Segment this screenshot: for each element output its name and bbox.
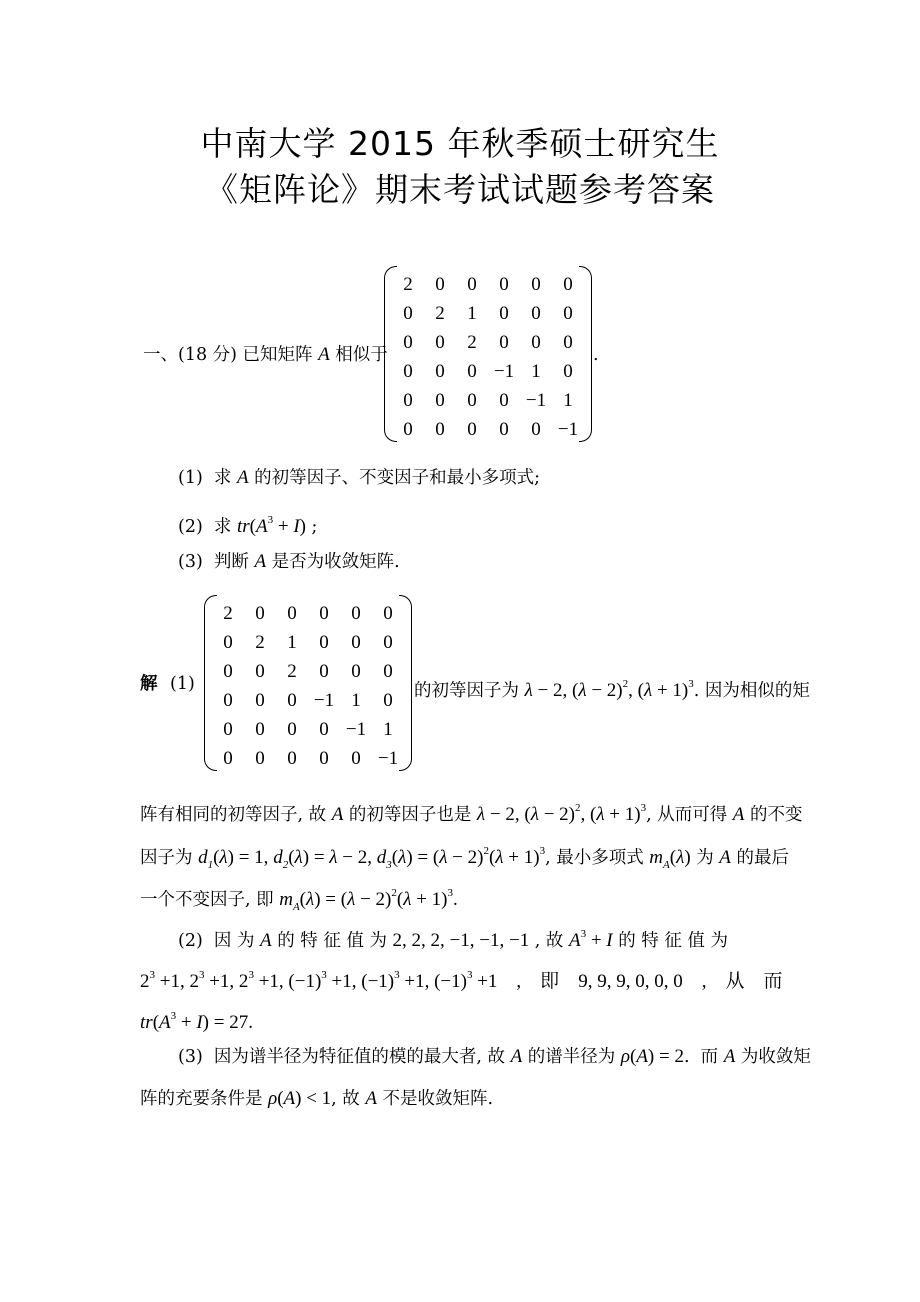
matrix-cell: 0	[383, 602, 393, 624]
text-segment: +1, (−1)	[399, 971, 467, 992]
text-segment: (	[396, 889, 404, 910]
text-segment: 3	[267, 514, 274, 526]
matrix-cell: 0	[435, 418, 445, 440]
matrix-cell: 0	[223, 718, 233, 740]
solution-line	[140, 881, 458, 919]
text-segment: ) < 1	[295, 1088, 332, 1109]
matrix-cell: 0	[499, 273, 509, 295]
matrix-cell: 0	[287, 747, 297, 769]
text-segment: 是否为收敛矩阵.	[266, 552, 400, 572]
text-segment: 2	[483, 845, 489, 857]
matrix-cell: 0	[403, 360, 413, 382]
question-period: .	[593, 345, 599, 365]
text-segment: A	[260, 930, 272, 951]
solution-part1-label: (1)	[170, 674, 195, 694]
text-segment: , (	[628, 680, 644, 701]
text-segment: 3	[466, 969, 473, 981]
text-segment: λ	[524, 680, 533, 701]
text-segment: ) = (	[406, 847, 440, 868]
matrix-cell: 0	[255, 689, 265, 711]
given-matrix	[384, 266, 592, 442]
text-segment: +1, (−1)	[326, 971, 395, 992]
text-segment: +	[586, 930, 607, 951]
matrix-cell: 0	[435, 360, 445, 382]
solution-line	[178, 1045, 811, 1069]
matrix-cell: 2	[255, 631, 265, 653]
text-segment: (	[277, 1088, 284, 1109]
matrix-cell: 0	[403, 418, 413, 440]
text-segment: 2	[622, 678, 629, 690]
matrix-cell: 1	[351, 689, 361, 711]
matrix-cell: 0	[351, 660, 361, 682]
text-segment: 3	[394, 969, 400, 981]
text-segment: − 2)	[355, 889, 392, 910]
matrix-cell: −1	[377, 747, 399, 769]
matrix-cell: 0	[531, 331, 541, 353]
text-segment: 阵有相同的初等因子, 故	[140, 805, 332, 825]
text-segment: 1	[207, 859, 214, 871]
matrix-cell: 0	[467, 273, 477, 295]
text-segment: (3) 判断	[178, 552, 255, 572]
text-segment: 3	[580, 928, 587, 940]
matrix-cell: 0	[435, 389, 445, 411]
matrix-cell: 0	[255, 602, 265, 624]
matrix-cell: 0	[531, 418, 541, 440]
text-segment: A	[283, 1088, 296, 1109]
matrix-cell: 0	[255, 747, 265, 769]
matrix-cell: 0	[563, 302, 573, 324]
text-segment: λ	[596, 804, 605, 825]
matrix-cell: 0	[403, 302, 413, 324]
matrix-cell: 0	[499, 418, 509, 440]
text-segment: λ	[578, 680, 587, 701]
matrix-cell: 0	[223, 660, 233, 682]
text-segment: m	[649, 847, 664, 868]
matrix-cell: −1	[313, 689, 335, 711]
text-segment: 的初等因子为	[414, 681, 525, 701]
text-segment: . 而	[683, 1047, 724, 1067]
matrix-cell: −1	[493, 360, 515, 382]
text-segment: A	[331, 804, 344, 825]
matrix-cell: 1	[467, 302, 477, 324]
matrix-cell: 0	[383, 631, 393, 653]
text-segment: A	[318, 344, 330, 365]
text-segment: 3	[321, 969, 327, 981]
solution-line	[140, 1004, 253, 1035]
text-segment: , 故	[529, 931, 569, 951]
matrix-cell: 2	[435, 302, 445, 324]
question-intro	[143, 343, 388, 367]
text-segment: ) =	[302, 847, 330, 868]
text-segment: , 从而可得	[646, 805, 733, 825]
text-segment: ;	[305, 517, 318, 537]
text-segment: m	[279, 889, 293, 910]
text-segment: 不是收敛矩阵.	[376, 1089, 494, 1109]
matrix-cell: 0	[563, 273, 573, 295]
matrix-cell: 0	[223, 631, 233, 653]
matrix-cell: 0	[403, 331, 413, 353]
solution-label: 解	[140, 674, 158, 694]
matrix-cell: 2	[223, 602, 233, 624]
text-segment: I	[606, 930, 613, 951]
matrix-cell: 1	[563, 389, 573, 411]
text-segment: 的谱半径为	[522, 1047, 621, 1067]
text-segment: 一个不变因子, 即	[140, 890, 280, 910]
text-segment: tr	[140, 1012, 153, 1033]
text-segment: 因子为	[140, 848, 199, 868]
text-segment: λ	[329, 847, 338, 868]
text-segment: A	[568, 930, 581, 951]
text-segment: (	[391, 847, 399, 868]
matrix-cell: 0	[351, 747, 361, 769]
text-segment: ) = (	[314, 889, 348, 910]
matrix-cell: 0	[531, 273, 541, 295]
solution-line	[178, 922, 728, 953]
matrix-cell: 0	[351, 602, 361, 624]
text-segment: , 最小多项式	[545, 848, 650, 868]
text-segment: λ	[403, 889, 412, 910]
text-segment: λ	[495, 847, 504, 868]
matrix-cell: 0	[467, 360, 477, 382]
matrix-cell: 0	[223, 747, 233, 769]
text-segment: .	[453, 889, 458, 910]
text-segment: 3	[640, 802, 647, 814]
text-segment: (2) 求	[178, 517, 237, 537]
text-segment: λ	[306, 889, 315, 910]
text-segment: 3	[539, 845, 546, 857]
text-segment: − 2, (	[532, 680, 579, 701]
matrix-cell: 1	[531, 360, 541, 382]
matrix-cell: 0	[287, 718, 297, 740]
text-segment: A	[723, 1046, 736, 1067]
matrix-cell: 0	[255, 718, 265, 740]
matrix-cell: −1	[345, 718, 367, 740]
matrix-cell: 0	[383, 660, 393, 682]
matrix-cell: 0	[319, 631, 329, 653]
matrix-cell: 0	[467, 418, 477, 440]
matrix-cell: 0	[499, 331, 509, 353]
matrix-cell: 0	[287, 689, 297, 711]
text-segment: 相似于	[329, 345, 388, 365]
text-segment: +	[273, 516, 294, 537]
text-segment: A	[663, 859, 670, 871]
text-segment: A	[732, 804, 745, 825]
matrix-cell: 0	[319, 718, 329, 740]
text-segment: + 1)	[503, 847, 540, 868]
text-segment: (	[288, 847, 295, 868]
text-segment: (2) 因 为	[178, 931, 261, 951]
text-segment: 3	[447, 887, 453, 899]
text-segment: (	[629, 1046, 637, 1067]
text-segment: 3	[688, 678, 694, 690]
text-segment: , 从 而	[682, 971, 783, 992]
text-segment: λ	[530, 804, 539, 825]
text-segment: A	[365, 1088, 377, 1109]
text-segment: I	[293, 516, 300, 537]
text-segment: + 1)	[604, 804, 641, 825]
text-segment: + 1)	[652, 680, 689, 701]
solution-matrix	[204, 595, 412, 771]
text-segment: 的 特 征 值 为	[612, 931, 728, 951]
question-item-2	[178, 508, 317, 539]
matrix-cell: 0	[563, 360, 573, 382]
matrix-cell: 0	[319, 747, 329, 769]
text-segment: (	[488, 847, 496, 868]
text-segment: 2, 2, 2, −1, −1, −1	[392, 930, 530, 951]
text-segment: − 2, (	[485, 804, 531, 825]
text-segment: (	[299, 889, 306, 910]
text-segment: (	[249, 516, 256, 537]
matrix-cell: 0	[287, 602, 297, 624]
matrix-cell: 0	[531, 302, 541, 324]
solution-line	[140, 1087, 493, 1111]
text-segment: , 故	[331, 1089, 366, 1109]
matrix-cell: 0	[499, 302, 509, 324]
text-segment: ρ	[620, 1046, 630, 1067]
text-segment: + 1)	[411, 889, 448, 910]
text-segment: 3	[149, 969, 155, 981]
text-segment: 阵的充要条件是	[140, 1089, 269, 1109]
text-segment: 的 特 征 值 为	[271, 931, 393, 951]
text-segment: (	[152, 1012, 160, 1033]
text-segment: (1) 求	[178, 468, 237, 488]
text-segment: (	[213, 847, 220, 868]
text-segment: A	[510, 1046, 523, 1067]
matrix-cell: 0	[319, 660, 329, 682]
text-segment: 9, 9, 9, 0, 0, 0	[578, 971, 683, 992]
text-segment: − 2,	[337, 847, 377, 868]
text-segment: , (	[580, 804, 597, 825]
text-segment: 2	[282, 859, 289, 871]
text-segment: I	[196, 1012, 203, 1033]
text-segment: λ	[439, 847, 448, 868]
matrix-cell: 0	[403, 389, 413, 411]
question-item-3	[178, 550, 400, 574]
text-segment: 3	[248, 969, 254, 981]
text-segment: (3) 因为谱半径为特征值的模的最大者, 故	[178, 1047, 511, 1067]
matrix-cell: −1	[525, 389, 547, 411]
solution-line	[140, 839, 789, 877]
question-item-1	[178, 466, 540, 490]
matrix-cell: 0	[435, 273, 445, 295]
text-segment: A	[636, 1046, 648, 1067]
text-segment: 的初等因子也是	[343, 805, 477, 825]
matrix-cell: 0	[319, 602, 329, 624]
text-segment: ) = 2	[647, 1046, 684, 1067]
matrix-cell: 0	[383, 689, 393, 711]
text-segment: λ	[219, 847, 228, 868]
text-segment: 为	[690, 848, 720, 868]
text-segment: 3	[198, 969, 205, 981]
matrix-cell: 2	[287, 660, 297, 682]
text-segment: 2	[391, 887, 397, 899]
text-segment: 的不变	[744, 805, 803, 825]
solution-line	[140, 796, 802, 827]
text-segment: d	[376, 847, 387, 868]
text-segment: A	[254, 551, 267, 572]
text-segment: )	[299, 516, 306, 537]
text-segment: − 2)	[538, 804, 575, 825]
text-segment: d	[198, 847, 208, 868]
document-title-line-2: 《矩阵论》期末考试试题参考答案	[205, 170, 715, 209]
text-segment: A	[719, 847, 731, 868]
text-segment: 的初等因子、不变因子和最小多项式;	[248, 468, 541, 488]
text-segment: (	[669, 847, 677, 868]
text-segment: λ	[676, 847, 685, 868]
text-segment: 一、(18 分) 已知矩阵	[143, 345, 319, 365]
matrix-cell: 0	[255, 660, 265, 682]
text-segment: A	[292, 901, 300, 913]
text-segment: λ	[294, 847, 303, 868]
text-segment: 3	[170, 1010, 177, 1022]
text-segment: +1, 2	[204, 971, 249, 992]
text-segment: λ	[347, 889, 356, 910]
matrix-cell: 0	[351, 631, 361, 653]
text-segment: tr	[236, 516, 250, 537]
text-segment: 的最后	[730, 848, 789, 868]
text-segment: A	[236, 467, 249, 488]
solution-line	[140, 963, 782, 994]
text-segment: +1, 2	[155, 971, 199, 992]
text-segment: ρ	[268, 1088, 278, 1109]
text-segment: 为收敛矩	[735, 1047, 811, 1067]
text-segment: λ	[476, 804, 486, 825]
text-segment: − 2)	[586, 680, 623, 701]
text-segment: d	[273, 847, 283, 868]
solution-part1-tail	[414, 672, 810, 703]
matrix-cell: 1	[287, 631, 297, 653]
text-segment: 3	[386, 859, 392, 871]
text-segment: λ	[398, 847, 407, 868]
matrix-cell: 0	[467, 389, 477, 411]
matrix-cell: 0	[223, 689, 233, 711]
text-segment: )	[684, 847, 691, 868]
matrix-cell: 0	[499, 389, 509, 411]
text-segment: +	[176, 1012, 197, 1033]
matrix-cell: 0	[563, 331, 573, 353]
text-segment: − 2)	[447, 847, 484, 868]
text-segment: . 因为相似的矩	[693, 681, 810, 701]
matrix-cell: 2	[467, 331, 477, 353]
text-segment: 2	[140, 971, 150, 992]
text-segment: +1, (−1)	[253, 971, 322, 992]
text-segment: 2	[574, 802, 581, 814]
text-segment: ) = 1,	[227, 847, 274, 868]
matrix-cell: 1	[383, 718, 393, 740]
text-segment: λ	[643, 680, 653, 701]
text-segment: ) = 27.	[202, 1012, 253, 1033]
matrix-cell: 2	[403, 273, 413, 295]
document-title-line-1: 中南大学 2015 年秋季硕士研究生	[200, 124, 720, 163]
text-segment: A	[256, 516, 268, 537]
matrix-cell: 0	[435, 331, 445, 353]
text-segment: +1 , 即	[472, 971, 579, 992]
text-segment: A	[159, 1012, 171, 1033]
matrix-cell: −1	[557, 418, 579, 440]
